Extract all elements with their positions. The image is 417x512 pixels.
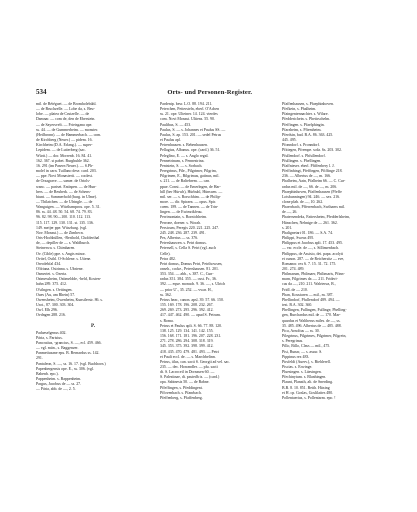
index-entry-line: — de Bruchzelle. — Lobe da, s. Beu-	[36, 107, 95, 112]
index-entry-line: Peterchen, Pettersteln, eberl. O'Achen	[160, 107, 220, 112]
index-entry-line: Pisi, Bunar, — s. assur. S.	[282, 349, 323, 354]
index-entry-line: Pappenheim. s. Bappenheim.	[36, 376, 82, 381]
index-entry-line: Nov. Monast.) — de Zimbecn.	[36, 230, 84, 235]
index-entry-line: ppue. Const. — de Emerlngen, de Har-	[160, 184, 221, 189]
index-entry-line: et Pauli eccl. de. — s. Marchbelinn.	[160, 354, 216, 359]
index-entry-line: — Pária, abb. de —, 2. 5.	[36, 387, 76, 392]
index-entry-line: Pancratius, -grancius, S. —, ecl. 459. 466.	[36, 340, 102, 345]
index-entry-line: Philippus et Jacobus apli. 17. 453. 495.	[282, 241, 343, 246]
index-entry-line: Pfefkein, s. Phalheim.	[282, 107, 317, 112]
index-entry-line: — vgl. mün., s. Baggenzer.	[36, 346, 79, 351]
index-entry-line: opa. Sabinesis 50. — de Babne.	[160, 380, 210, 385]
index-entry-line: 345. 353. 375. 392. 398. 399. 412.	[160, 344, 214, 349]
index-entry-line: molel in carn. Tuillano dese. card. 203.	[36, 169, 97, 174]
index-entry-line: ss. 21. ope. Ulteiner. 14. 124. vierdes	[160, 112, 218, 117]
index-entry-line: Lepidem. — de Lutterberg (sac.	[36, 148, 86, 153]
index-entry-line: Osmeriet. s. Ozeria.	[36, 272, 68, 277]
index-entry-line: Pantaleon, S. —, ss. 16. 17. (vgl. Buchhorn.)	[36, 361, 106, 366]
index-entry-line: 235. — dec. Horrandler. — plu. sacti	[160, 364, 218, 369]
index-entry-line: Plaunt, Planath, alt. de Snerding.	[282, 380, 334, 385]
index-entry-line: Pennetrinum, s. Pennestrina.	[160, 158, 205, 163]
index-entry-line: Pippinus rex 483.	[282, 354, 310, 359]
index-entry-line: Petrus hear., canon. apsl. 39. 57. 66. 150.	[160, 297, 224, 302]
index-entry-line: de —, 26.	[282, 210, 298, 215]
index-entry-line: gen, Burchardus mil. de — 170. Mar-	[282, 313, 341, 318]
index-entry-line: Perrone, doener. s. Worah.	[160, 220, 201, 225]
index-entry-line: 35. 485. 496. Albertus de — 485. 488.	[282, 323, 342, 328]
index-entry-line: radus mil. de —, 66. de —, m. 206.	[282, 184, 338, 189]
index-column-2	[160, 102, 274, 401]
index-entry-line: Petra 482.	[160, 256, 176, 261]
index-entry-line: Württ.) — dor. Morrenb. 16. 84. 41.	[36, 153, 93, 158]
index-entry-line: Philmarum, Philmaer, Philimaris, Pfinn-	[282, 272, 345, 277]
index-entry-line: 269. 269. 273. 295. 296. 392. 412.	[160, 308, 214, 313]
index-entry-line: s. 201.	[282, 225, 293, 230]
index-entry-line: Petershauwen. s. Petri domus.	[160, 241, 207, 246]
index-entry-line: Phaephinhoven, Pfaffenhausen (Pfeffe	[282, 189, 342, 194]
index-entry-line: Kirchheim (D.A. Erlang.). — super-	[36, 143, 93, 148]
index-entry-line: Pentstein, S. — s. Sorbach.	[160, 163, 203, 168]
index-entry-line: Paulus, S. ap. 153. 201. — sedel Petrus	[160, 132, 222, 137]
index-entry-line: Phalheim, Aain, Pfalheim 66. — C. Cur-	[282, 179, 346, 184]
index-entry-line: Pargus, Jacobus de — ss. 27.	[36, 382, 82, 387]
index-entry-line: Persicum, Peregis 220. 221. 225. 247.	[160, 225, 220, 230]
index-entry-line: 201. 274. 489.	[282, 267, 305, 271]
index-entry-line: 236. — Albertus de —, m. 166.	[282, 174, 332, 179]
index-entry-line: Orecdebfal 434.	[36, 261, 62, 266]
index-entry-line: Pffeffingen, s. Pfeddingent.	[160, 385, 203, 390]
index-entry-line: Phaerrbach, Pfferrenbach, Swiharns mil.	[282, 205, 346, 210]
index-entry-line: more. — dir. Spiraea. — opus. Spir.	[160, 199, 216, 204]
section-letter-heading: P.	[91, 322, 95, 329]
index-entry-line: Pillo, Billo, Class — mil., 475.	[282, 344, 331, 349]
index-entry-line: Phatersendeks, Fattersheim, Pfedderlsheim,	[282, 215, 350, 220]
index-entry-line: Celle).	[160, 251, 171, 256]
index-entry-line: et Paulus apl.	[160, 138, 181, 143]
index-entry-line: Pferdsin, bad. B.A. 86. 363. 425.	[282, 132, 334, 137]
index-entry-line: Peleglino, E. — s. Anglo regal.	[160, 153, 209, 158]
index-entry-line: — ppe. Novi Monasterii. — coolest.	[36, 174, 93, 179]
index-entry-line: Petrenhausen. s. Bebenhausen.	[160, 143, 208, 148]
index-entry-line: Piscias. s. Erwinge.	[282, 364, 313, 369]
index-entry-line: Urot., 87. 300. 303. 304.	[36, 303, 75, 308]
index-entry-line: Owensheim, Owenheim, Kunstlerstr. 86. s.	[36, 297, 103, 302]
index-entry-line: Philippus, de Assisio, dei. papa. acolyti	[282, 251, 344, 256]
index-entry-line: S. Palestinae, dt. pastedh ts. — (card.)	[160, 375, 220, 380]
index-entry-line: 445. 495.	[282, 138, 297, 143]
index-entry-line: s. Roma.	[160, 318, 174, 323]
index-entry-line: 291.	[36, 356, 43, 361]
index-entry-line: Petri domus, Domus Petri, Petrihowsen,	[160, 261, 223, 266]
index-entry-line: B.B. 8. 10. 851. Beith. Hüxing	[282, 385, 330, 390]
index-entry-line: dt. S. Lacroceil in Dornasen 60. —	[160, 370, 215, 375]
index-entry-line: Petrus et Paulus apli. S. 66. 77. 88. 120.	[160, 323, 223, 328]
index-entry-line: ss. 362.	[160, 292, 172, 297]
index-entry-line: O'stlngen. s. Oettingen.	[36, 287, 73, 292]
index-entry-line: Paulus, S. — s. Johannes et Paulus SS. —	[160, 127, 226, 132]
index-entry-line: Wanguigen. — Würthamprou. ope. 5. 31.	[36, 205, 101, 210]
index-entry-line: Pfullendorf. s. Phfullendorf.	[282, 153, 326, 158]
index-entry-line: Perrimontain, s. Bornichheim.	[160, 215, 208, 220]
index-entry-line: Pfeffenberg, s. Pfaffenberg.	[160, 395, 203, 400]
index-entry-line: Pilgrimen, E., Bilgrimus, gatinus, mil.	[160, 174, 220, 179]
index-entry-line: Philippi, Sweus 495.	[282, 236, 315, 241]
index-entry-line: 155. 169. 178. 196. 208. 232. 267.	[160, 303, 214, 308]
index-entry-line: de, — depiller de — s. Waldburch.	[36, 241, 91, 246]
index-entry-line: 353. 354. — abb., s. 387. C., Cun-	[160, 272, 214, 277]
index-entry-line: Pfittegen, Pfrempe. scda. 6s. 203. 302.	[282, 148, 342, 153]
index-entry-line: quardus et Waltherus miles. de —, ss.	[282, 318, 341, 323]
index-entry-line: Orts-Hochhüllen, -Berthold, Cholderthal	[36, 236, 100, 241]
index-entry-line: 392. — eque. monach. 9. 36. —, s. Ulrich	[160, 282, 226, 287]
index-entry-line: Pfeffinhingt, Pfeffingen, Pfiffinge 218.	[282, 169, 343, 174]
index-entry-line: Pes, Albertus — ss. 376.	[160, 236, 199, 241]
index-entry-line: Ovitel, Osthl. O-Schlene. s. Utiene.	[36, 256, 92, 261]
index-entry-line: Ov. (Cible) ppe. s. Angis minor.	[36, 251, 86, 256]
running-title: Orts- und Personen-Register.	[167, 89, 253, 96]
index-entry-line: Pollentaerius, s. Pollentarm. epo. !	[282, 395, 336, 400]
index-entry-line: Peregrinus, Pile., Pilgrimer, Pilgrim,	[160, 169, 217, 174]
index-entry-line: 16. 291 (im Pasern Neuer.). — S.Ph-	[36, 163, 94, 168]
index-entry-line: Pfeffingen. s. Pfaelphingin.	[282, 122, 325, 127]
index-entry-line: Hünschen, Nehnige de — 261. 362.	[282, 220, 338, 225]
index-entry-line: Pfonndorf. s. Pronndorf.	[282, 143, 320, 148]
index-entry-line: de Orsagrave. — samer. de Oriols-	[36, 179, 91, 184]
index-entry-line: Pluesingen. s. Lüesingen.	[282, 370, 322, 375]
index-entry-line: mil. de Bétéguet. — de Bromholebühl.	[36, 102, 97, 106]
index-entry-line: hahn 289. 375. 412.	[36, 282, 67, 287]
index-entry-line: Pffovenbach. s. Pfanrbach.	[160, 390, 202, 395]
index-entry-line: — de Sayersvelt. — Frieisgana ope.	[36, 122, 93, 127]
running-header	[36, 88, 383, 100]
index-entry-line: Panmetiusane epu. B. Bernardus ss. 142.	[36, 351, 100, 356]
index-entry-line: Pfarzbeim, s. Pfiemheim.	[282, 127, 322, 132]
index-entry-line: 115. 117. 129. 130. 131. st. 135. 136.	[36, 220, 94, 225]
index-entry-line: Owl. Elb 296.	[36, 308, 58, 313]
index-entry-line: (Heilbronn). — de Hammerbach. — com.	[36, 132, 102, 137]
index-entry-line: s. Peregrinus.	[282, 339, 304, 344]
index-entry-line: et cunon. 287. — de Reichersitz — eve,	[282, 256, 345, 261]
index-entry-line: — Thilatchen. — de Ulringle. — de	[36, 199, 93, 204]
index-entry-line: mil. ser. — s. Rorschhim. — de Philip-	[160, 194, 221, 199]
index-entry-line: onseh., cocke., Petershausen. 81. 201.	[160, 267, 219, 271]
index-entry-line: Pardenip. besr. L.O. 88. 194. 211.	[160, 102, 213, 106]
index-entry-line: 86. ss. 44. 48. 50. 54. 68. 74. 79. 83.	[36, 210, 93, 215]
index-entry-line: 162. 367. st pabet. Burgbuhle 362.	[36, 158, 90, 163]
index-entry-line: hill (ber Hürwh), Hürbuhl, Hünswm. —	[160, 189, 223, 194]
index-entry-line: 271. 278. 286. 294. 308. 318. 319.	[160, 339, 214, 344]
index-entry-line: Phan, Koustaren — mil., m. 387.	[282, 292, 334, 297]
index-entry-line: Lotsbunningen) 94. 246. — sex. 216.	[282, 194, 341, 199]
index-entry-line: Pfullingen. s. Phellingen.	[282, 158, 322, 163]
index-entry-line: Paulibus, S. — 453.	[160, 122, 192, 127]
index-entry-line: 417. 447. 462. 490. — apud S. Petrum.	[160, 313, 221, 318]
index-entry-line: com. Novi Monast. Ultiens. 55. 90.	[160, 117, 215, 122]
index-entry-line: Oues (Au, am Rhein) 57.	[36, 292, 76, 297]
index-entry-line: Pellagius, Albanus. ope. (card.) 36. 51.	[160, 148, 221, 153]
index-entry-line: Pária, s. Parisius.	[36, 335, 63, 340]
index-entry-line: — prior U'., 35. 252. — vwar. H.,	[160, 287, 213, 292]
index-entry-line: clone plab. de —, 10. 262.	[282, 199, 324, 204]
index-entry-line: marn, Filgrimes da —. 211. Frideri-	[282, 277, 338, 282]
index-entry-line: biunt. — Sammerhold (burg. in Ulme).	[36, 194, 97, 199]
index-entry-line: Phellindorf, Pfullendorf 489. 494. —	[282, 297, 340, 302]
index-entry-line: Steinerwa. s. Chimbaren.	[36, 246, 76, 251]
index-entry-line: ss. 44. — de Gummerheim. — monster.	[36, 127, 99, 132]
index-entry-line: test. B.A. 302. 360.	[282, 303, 313, 308]
index-entry-line: Phellingen, Pullingen, Fullinge, Phelling-	[282, 308, 347, 313]
index-entry-line: lingen. — de Ewimrikfeau.	[160, 210, 203, 215]
index-entry-line: Pfaffnieser. eberl. Pfiffenbery l. J.	[282, 163, 335, 168]
index-entry-line: Pfechinytum. s. Blanhingen.	[282, 375, 327, 380]
index-entry-line: lobe. — platea de Crutzelle. — de	[36, 112, 90, 117]
page-number: 534	[36, 88, 47, 96]
index-entry-line: Fridl. de — 210.	[282, 287, 308, 292]
index-column-3	[282, 102, 384, 401]
index-entry-line: radus 351. 384. 355. — cust. Fr., 36.	[160, 277, 217, 282]
index-entry-line: — vsr. eccle. de —, s. Sillinsenbach.	[282, 246, 340, 251]
index-entry-line: 149. meijer ppe. Würzburg. (vgl.	[36, 225, 88, 230]
index-entry-line: 245. 248. 236. 287. 239. 491.	[160, 230, 206, 235]
index-entry-line: Papenbergensis ope. E., ss. 306. (vgl.	[36, 366, 94, 371]
index-entry-line: Petersell, s. Cella S. Petri (vgl. auch	[160, 246, 216, 251]
index-entry-line: de Kirchberg (Neuer.) — pidem. 16.	[36, 138, 93, 143]
index-entry-line: 138. 125. 129. 134. 141. 142. 155.	[160, 328, 214, 333]
index-entry-line: coem. 189. — de Tannen. — de Trin-	[160, 205, 219, 210]
index-entry-line: cus da —, 210. 211. Walrteruz, B.,	[282, 282, 336, 287]
index-entry-line: 96. 82. 98. 90—100. 110. 112. 113.	[36, 215, 92, 220]
index-entry-line: s. 211. — de Baltebrem. — can.	[160, 179, 210, 184]
index-entry-line: Pfaffenhausen, s. Pfaephinhoven.	[282, 102, 334, 106]
index-entry-line: Pilegrinus, Pilgrimes, Pilgrimer, Pilgrein,	[282, 334, 347, 339]
index-entry-line: Romanor. rex 6. 7. 15. 31. 72. 175.	[282, 261, 337, 266]
index-column-1	[36, 102, 150, 392]
index-entry-line: Ovdngen 288. 216.	[36, 313, 66, 318]
index-entry-line: Petrus, iilus, can. sacti S. Georgii ad vel. sac.	[160, 359, 230, 364]
index-entry-line: wanc. — pariset. Entispen. — de Hun-	[36, 184, 97, 189]
index-entry-line: 418. 435. 470. 479. 481. 493. — Petri	[160, 349, 219, 354]
index-entry-line: 156. 168. 171. 181. 196. 207. 228. 231.	[160, 334, 222, 339]
index-entry-line: Pirsfeldi (Auerv.), s. Biehlerell.	[282, 359, 331, 364]
index-entry-line: Pfedderichein. s. Phetirschelm.	[282, 117, 331, 122]
index-entry-line: O'driana. Ostrinna. s. Ubriene.	[36, 267, 84, 271]
index-entry-line: et H. cp. Goslas, Goslilaites 480.	[282, 390, 334, 395]
index-entry-line: Pfaingentennachter. s. Wilare.	[282, 112, 329, 117]
index-entry-line: Pica, Arnoltus — ss. 30.	[282, 328, 320, 333]
index-entry-line: Phalignetart 01. 186. — S.A. 74.	[282, 230, 334, 235]
index-entry-line: hers. — de Reuberk. — de Schens-	[36, 189, 91, 194]
index-entry-line: Padaeselgenus 402.	[36, 330, 67, 335]
index-entry-line: Ostmessheim, Ostimeldde, -beld, Kosten-	[36, 277, 102, 282]
index-entry-line: Damnar. — com de, den de Eberstein.	[36, 117, 96, 122]
index-entry-line: Babenb. epo.).	[36, 371, 59, 376]
